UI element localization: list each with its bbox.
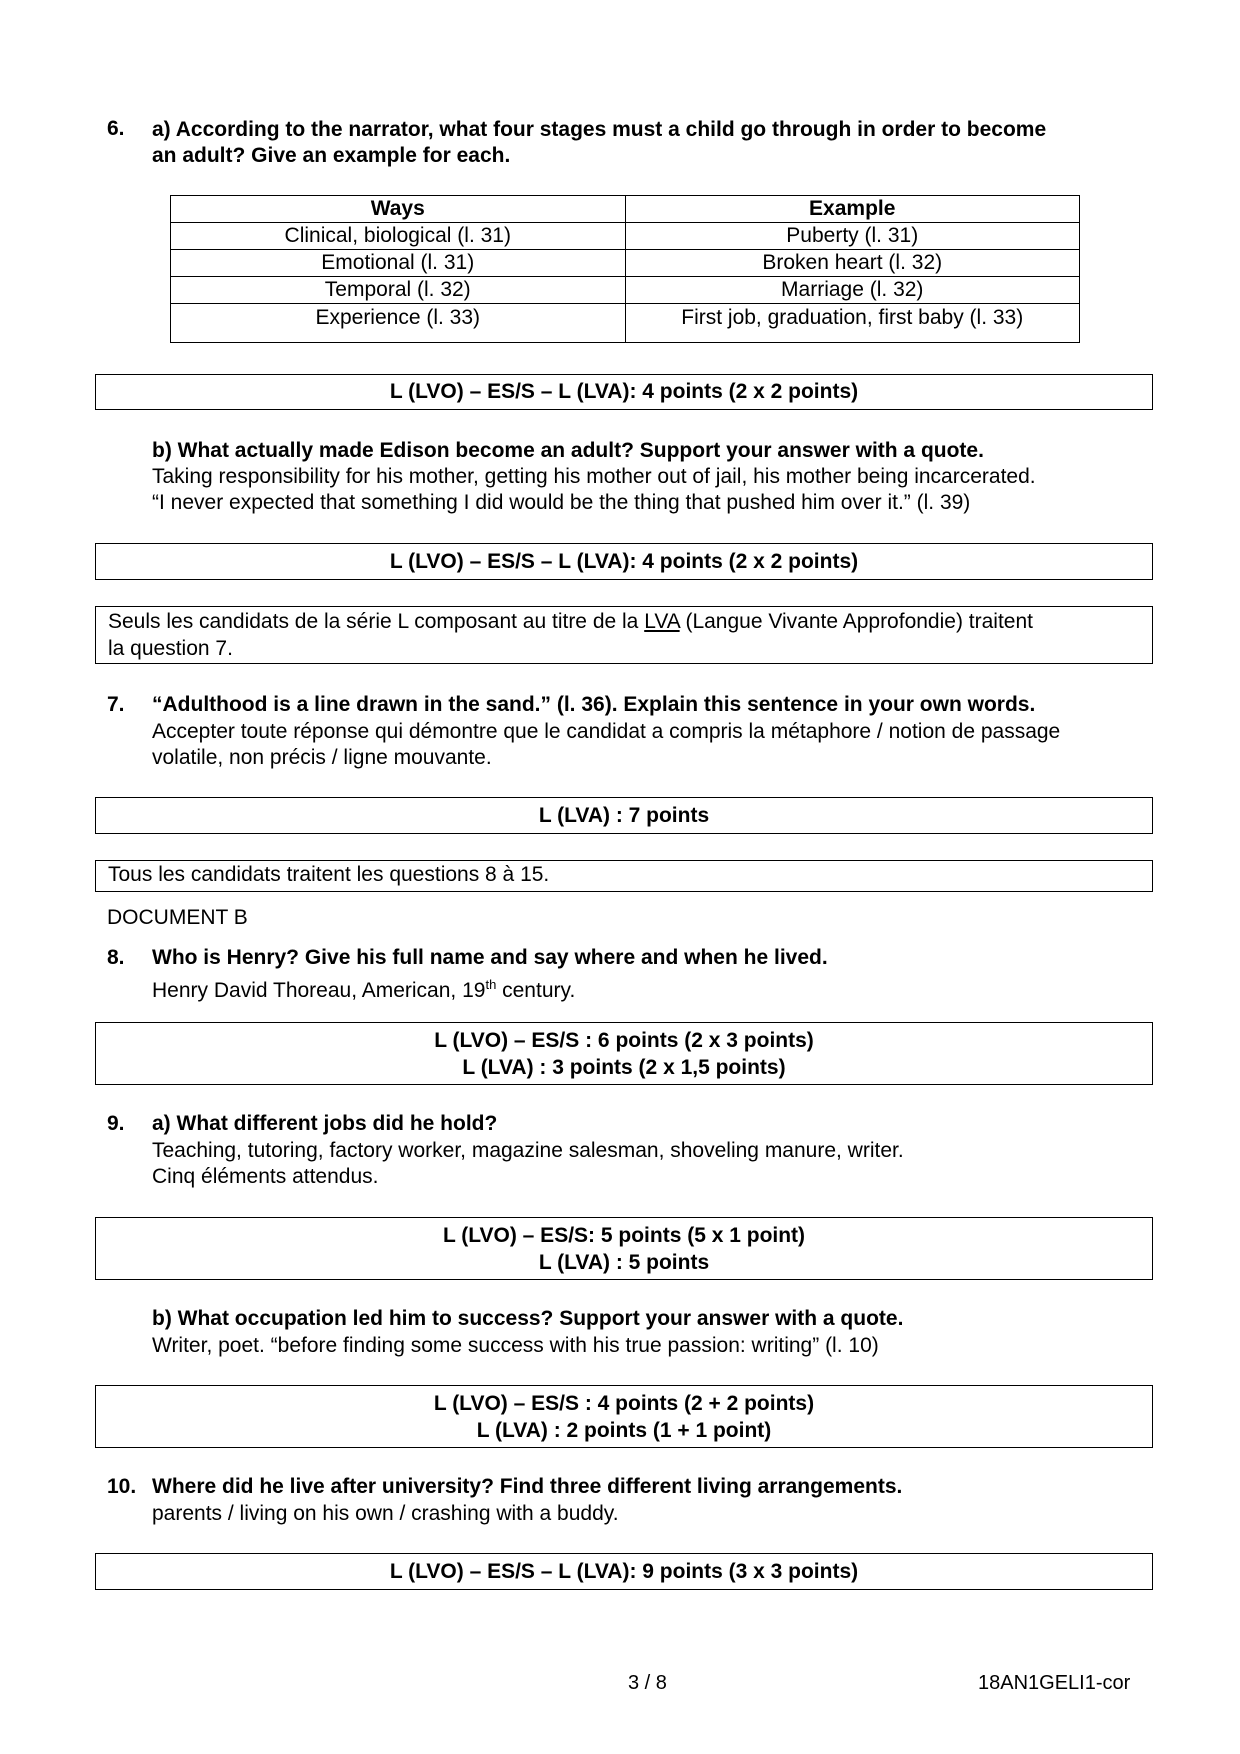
question-9a: a) What different jobs did he hold? [152, 1112, 498, 1135]
lva-note-after: (Langue Vivante Approfondie) traitent [679, 610, 1033, 633]
question-7-number: 7. [107, 693, 125, 716]
answer-8-sup: th [485, 977, 497, 992]
answer-6b [152, 464, 1036, 516]
points-9b-line-1: L (LVO) – ES/S : 4 points (2 + 2 points) [433, 1392, 815, 1415]
question-8-number: 8. [107, 946, 125, 969]
lva-note [95, 606, 1153, 664]
table-cell: Marriage (l. 32) [625, 277, 1080, 304]
points-8-line-1: L (LVO) – ES/S : 6 points (2 x 3 points) [434, 1029, 814, 1052]
document-code: 18AN1GELI1-cor [978, 1672, 1131, 1694]
table-row [171, 304, 1080, 343]
table-header-row [171, 196, 1080, 223]
table-cell: Temporal (l. 32) [171, 277, 626, 304]
table-cell: Broken heart (l. 32) [625, 250, 1080, 277]
question-6-number: 6. [107, 117, 125, 140]
points-box-7: L (LVA) : 7 points [95, 797, 1153, 834]
points-8-line-2: L (LVA) : 3 points (2 x 1,5 points) [462, 1056, 786, 1079]
points-9b-line-2: L (LVA) : 2 points (1 + 1 point) [476, 1419, 772, 1442]
answer-7 [152, 719, 1060, 771]
ways-table [170, 195, 1080, 343]
answer-7-line-1: Accepter toute réponse qui démontre que le candidat a compris la métaphore / notion de passage [152, 720, 1061, 743]
answer-9b: Writer, poet. “before finding some success with his true passion: writing” (l. 10) [152, 1334, 879, 1357]
document-label: DOCUMENT B [107, 906, 248, 929]
points-9a-line-2: L (LVA) : 5 points [538, 1251, 710, 1274]
table-cell: Emotional (l. 31) [171, 250, 626, 277]
answer-8-end: century. [496, 979, 576, 1002]
answer-8 [152, 972, 575, 1004]
header-ways: Ways [171, 196, 626, 223]
table-cell: Puberty (l. 31) [625, 223, 1080, 250]
table-cell: First job, graduation, first baby (l. 33) [625, 304, 1080, 343]
question-7: “Adulthood is a line drawn in the sand.” (l. 36). Explain this sentence in your own words. [152, 693, 1036, 716]
answer-8-text: Henry David Thoreau, American, 19 [152, 979, 486, 1002]
question-9b: b) What occupation led him to success? Support your answer with a quote. [152, 1307, 904, 1330]
points-box-10: L (LVO) – ES/S – L (LVA): 9 points (3 x 3 points) [95, 1553, 1153, 1590]
lva-note-line-2: la question 7. [108, 637, 233, 660]
table-row [171, 223, 1080, 250]
points-box-8 [95, 1022, 1153, 1085]
points-9a-line-1: L (LVO) – ES/S: 5 points (5 x 1 point) [442, 1224, 806, 1247]
answer-9a-line-1: Teaching, tutoring, factory worker, magazine salesman, shoveling manure, writer. [152, 1139, 904, 1162]
page-number: 3 / 8 [628, 1672, 667, 1694]
answer-6b-line-2: “I never expected that something I did would be the thing that pushed him over it.” (l. 39) [152, 491, 971, 514]
answer-9a [152, 1138, 904, 1190]
points-box-6b: L (LVO) – ES/S – L (LVA): 4 points (2 x 2 points) [95, 543, 1153, 580]
answer-6b-line-1: Taking responsibility for his mother, getting his mother out of jail, his mother being incarcerated. [152, 465, 1036, 488]
question-6a-line-1: a) According to the narrator, what four stages must a child go through in order to become [152, 118, 1047, 141]
header-example: Example [625, 196, 1080, 223]
question-10-number: 10. [107, 1475, 137, 1498]
points-box-9a [95, 1217, 1153, 1280]
question-9-number: 9. [107, 1112, 125, 1135]
table-cell: Clinical, biological (l. 31) [171, 223, 626, 250]
answer-9a-line-2: Cinq éléments attendus. [152, 1165, 379, 1188]
question-6b: b) What actually made Edison become an adult? Support your answer with a quote. [152, 439, 984, 462]
table-row [171, 250, 1080, 277]
table-cell: Experience (l. 33) [171, 304, 626, 343]
question-8: Who is Henry? Give his full name and say where and when he lived. [152, 946, 828, 969]
points-box-9b [95, 1385, 1153, 1448]
answer-7-line-2: volatile, non précis / ligne mouvante. [152, 746, 492, 769]
lva-note-line-1 [108, 608, 1140, 635]
points-box-6a: L (LVO) – ES/S – L (LVA): 4 points (2 x 2 points) [95, 374, 1153, 410]
lva-note-underlined: LVA [644, 610, 680, 633]
question-10: Where did he live after university? Find three different living arrangements. [152, 1475, 903, 1498]
question-6a-line-2: an adult? Give an example for each. [152, 144, 511, 167]
all-candidates-note: Tous les candidats traitent les questions 8 à 15. [95, 860, 1153, 892]
lva-note-before: Seuls les candidats de la série L composant au titre de la [108, 610, 645, 633]
table-row [171, 277, 1080, 304]
question-6a [152, 117, 1046, 169]
answer-10: parents / living on his own / crashing with a buddy. [152, 1502, 619, 1525]
